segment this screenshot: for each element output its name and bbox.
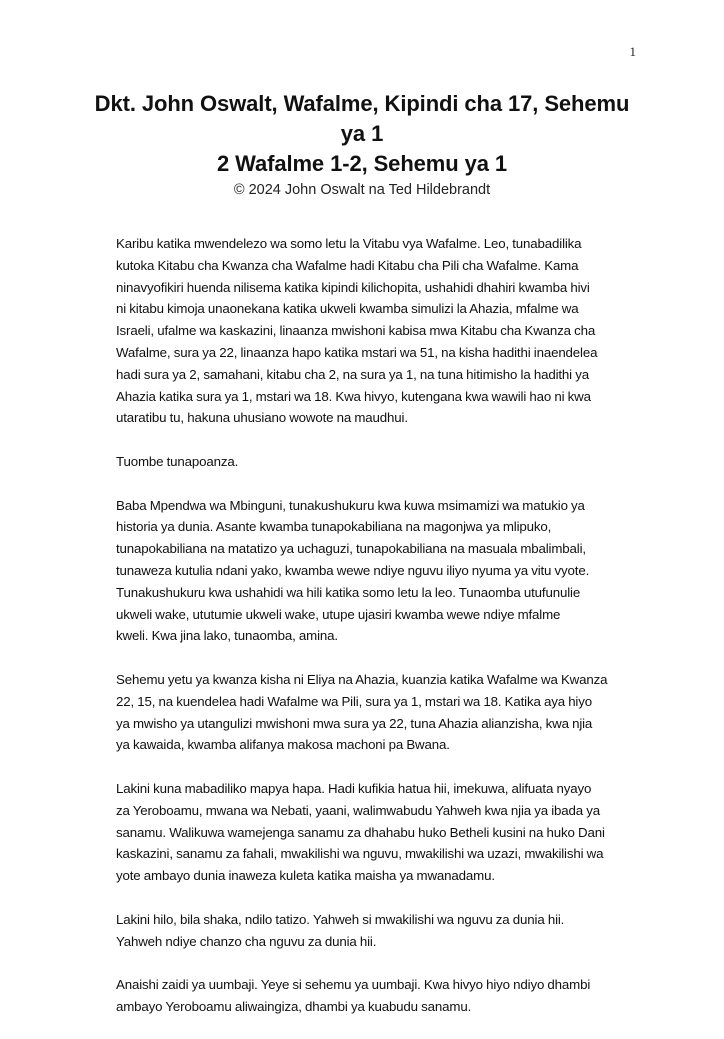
paragraph-line: Baba Mpendwa wa Mbinguni, tunakushukuru kwa kuwa msimamizi wa matukio ya xyxy=(116,497,585,513)
title-line: ya 1 xyxy=(340,121,384,146)
paragraph-line: 22, 15, na kuendelea hadi Wafalme wa Pili, sura ya 1, mstari wa 18. Katika aya hiyo xyxy=(116,693,592,709)
paragraph-line: tunapokabiliana na matatizo ya uchaguzi, tunapokabiliana na masuala mbalimbali, xyxy=(116,541,586,557)
paragraph-line: Tuombe tunapoanza. xyxy=(116,453,239,469)
paragraph-line: kaskazini, sanamu za fahali, mwakilishi wa nguvu, mwakilishi wa uzazi, mwakilishi wa xyxy=(116,846,604,862)
paragraph-line: historia ya dunia. Asante kwamba tunapokabiliana na magonjwa ya mlipuko, xyxy=(116,519,552,535)
paragraph-line: Wafalme, sura ya 22, linaanza hapo katika mstari wa 51, na kisha hadithi inaendelea xyxy=(116,344,598,360)
body-paragraph xyxy=(116,909,623,953)
paragraph-line: kutoka Kitabu cha Kwanza cha Wafalme hadi Kitabu cha Pili cha Wafalme. Kama xyxy=(116,257,579,273)
paragraph-line: Ahazia katika sura ya 1, mstari wa 18. Kwa hivyo, kutengana kwa wawili hao ni kwa xyxy=(116,388,591,404)
paragraph-line: utaratibu tu, hakuna uhusiano wowote na maudhui. xyxy=(116,410,408,426)
paragraph-line: Sehemu yetu ya kwanza kisha ni Eliya na Ahazia, kuanzia katika Wafalme wa Kwanza xyxy=(116,671,608,687)
paragraph-line: Lakini kuna mabadiliko mapya hapa. Hadi kufikia hatua hii, imekuwa, alifuata nyayo xyxy=(116,780,592,796)
page-number: 1 xyxy=(629,44,636,59)
body-paragraph xyxy=(116,233,623,429)
body-paragraph xyxy=(116,778,623,887)
paragraph-line: ambayo Yeroboamu aliwaingiza, dhambi ya kuabudu sanamu. xyxy=(116,998,472,1014)
paragraph-line: Lakini hilo, bila shaka, ndilo tatizo. Yahweh si mwakilishi wa nguvu za dunia hii. xyxy=(116,911,565,927)
paragraph-line: tunaweza kutulia ndani yako, kwamba wewe ndiye nguvu iliyo nyuma ya vitu vyote. xyxy=(116,562,590,578)
document-header xyxy=(80,89,644,200)
paragraph-line: Karibu katika mwendelezo wa somo letu la Vitabu vya Wafalme. Leo, tunabadilika xyxy=(116,236,582,251)
paragraph-line: kweli. Kwa jina lako, tunaomba, amina. xyxy=(116,628,338,644)
paragraph-line: za Yeroboamu, mwana wa Nebati, yaani, walimwabudu Yahweh kwa njia ya ibada ya xyxy=(116,802,601,818)
paragraph-line: hadi sura ya 2, samahani, kitabu cha 2, na sura ya 1, na tuna hitimisho la hadithi ya xyxy=(116,366,589,382)
paragraph-line: ni kitabu kimoja unaonekana katika ukweli kwamba simulizi la Ahazia, mfalme wa xyxy=(116,301,579,317)
body-paragraph xyxy=(116,669,623,756)
paragraph-line: Yahweh ndiye chanzo cha nguvu za dunia hii. xyxy=(116,933,377,949)
paragraph-line: ya kawaida, kwamba alifanya makosa machoni pa Bwana. xyxy=(116,737,450,753)
document-title xyxy=(80,89,644,179)
body-paragraph xyxy=(116,495,623,648)
body-paragraph xyxy=(116,451,623,473)
paragraph-line: yote ambayo dunia inaweza kuleta katika maisha ya mwanadamu. xyxy=(116,868,495,884)
paragraph-line: ninavyofikiri huenda nilisema katika kipindi kilichopita, ushahidi dhahiri kwamba hivi xyxy=(116,279,590,295)
paragraph-line: Israeli, ufalme wa kaskazini, linaanza mwishoni kabisa mwa Kitabu cha Kwanza cha xyxy=(116,323,596,339)
paragraph-line: sanamu. Walikuwa wamejenga sanamu za dhahabu huko Betheli kusini na huko Dani xyxy=(116,824,605,840)
subtitle-line: 2 Wafalme 1-2, Sehemu ya 1 xyxy=(216,151,508,176)
copyright-notice: © 2024 John Oswalt na Ted Hildebrandt xyxy=(233,182,491,198)
paragraph-line: Tunakushukuru kwa ushahidi wa hili katika somo letu la leo. Tunaomba utufunulie xyxy=(116,584,581,600)
paragraph-line: Anaishi zaidi ya uumbaji. Yeye si sehemu ya uumbaji. Kwa hivyo hiyo ndiyo dhambi xyxy=(116,977,591,993)
body-paragraph xyxy=(116,974,623,1018)
document-body xyxy=(116,233,623,1039)
title-line: Dkt. John Oswalt, Wafalme, Kipindi cha 17, Sehemu xyxy=(94,91,630,116)
paragraph-line: ukweli wake, ututumie ukweli wake, utupe ujasiri kwamba wewe ndiye mfalme xyxy=(116,606,561,622)
paragraph-line: ya mwisho ya utangulizi mwishoni mwa sura ya 22, tuna Ahazia alianzisha, kwa njia xyxy=(116,715,593,731)
